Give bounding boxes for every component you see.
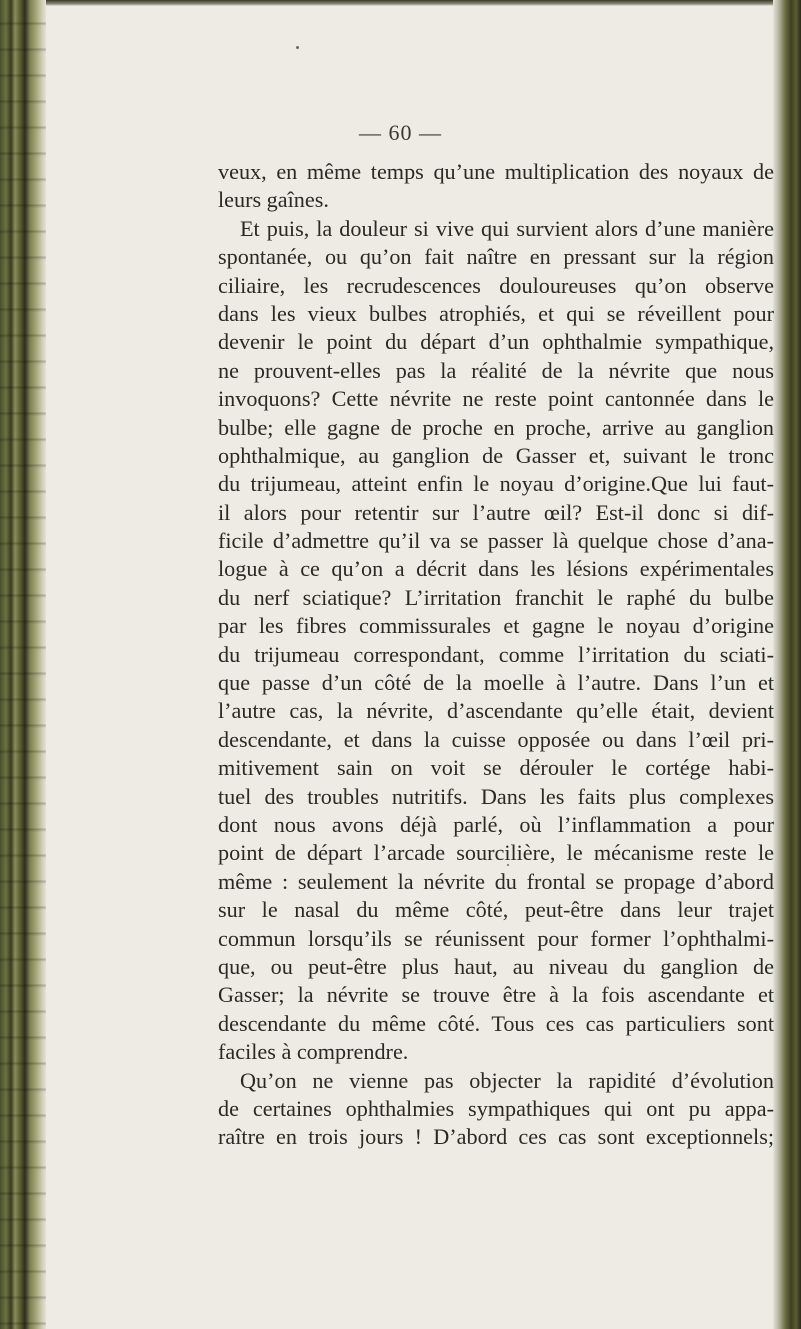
text-line: ophthalmique, au ganglion de Gasser et, suivant le tronc bbox=[218, 442, 774, 468]
paper-speck bbox=[296, 46, 299, 49]
text-line: que passe d’un côté de la moelle à l’autre. Dans l’un et bbox=[218, 670, 774, 696]
text-line: leurs gaînes. bbox=[218, 187, 329, 213]
text-line: faciles à comprendre. bbox=[218, 1039, 409, 1065]
text-line: même : seulement la névrite du frontal se propage d’abord bbox=[218, 868, 774, 894]
text-line: l’autre cas, la névrite, d’ascendante qu’elle était, devient bbox=[218, 698, 774, 724]
text-line: Gasser; la névrite se trouve être à la fois ascendante et bbox=[218, 982, 774, 1008]
spine-texture bbox=[0, 0, 46, 1329]
text-line: Qu’on ne vienne pas objecter la rapidité d’évolution bbox=[240, 1067, 774, 1093]
text-line: de certaines ophthalmies sympathiques qui ont pu appa- bbox=[218, 1095, 774, 1121]
page-right-edge bbox=[773, 0, 801, 1329]
text-line: du nerf sciatique? L’irritation franchit le raphé du bulbe bbox=[218, 584, 774, 610]
text-line: bulbe; elle gagne de proche en proche, arrive au ganglion bbox=[218, 414, 774, 440]
text-line: ciliaire, les recrudescences douloureuses qu’on observe bbox=[218, 272, 774, 298]
text-line: veux, en même temps qu’une multiplication des noyaux de bbox=[218, 159, 774, 184]
text-line: dont nous avons déjà parlé, où l’inflammation a pour bbox=[218, 811, 774, 837]
text-line: ne prouvent-elles pas la réalité de la névrite que nous bbox=[218, 357, 774, 383]
text-line: il alors pour retentir sur l’autre œil? Est-il donc si dif- bbox=[218, 499, 774, 525]
text-line: du trijumeau, atteint enfin le noyau d’origine.Que lui faut- bbox=[218, 471, 774, 497]
text-line: commun lorsqu’ils se réunissent pour former l’ophthalmi- bbox=[218, 925, 774, 951]
text-line: dans les vieux bulbes atrophiés, et qui se réveillent pour bbox=[218, 300, 774, 326]
body-text bbox=[218, 158, 774, 1152]
text-line: mitivement sain on voit se dérouler le cortége habi- bbox=[218, 755, 774, 781]
text-line: sur le nasal du même côté, peut-être dans leur trajet bbox=[218, 897, 774, 923]
text-line: Et puis, la douleur si vive qui survient alors d’une manière bbox=[240, 215, 774, 241]
text-line: point de départ l’arcade sourcilière, le mécanisme reste le bbox=[218, 840, 774, 866]
page-top-edge bbox=[0, 0, 801, 6]
text-line: spontanée, ou qu’on fait naître en pressant sur la région bbox=[218, 244, 774, 270]
page-number: — 60 — bbox=[359, 120, 442, 145]
text-line: descendante, et dans la cuisse opposée ou dans l’œil pri- bbox=[218, 726, 774, 752]
text-line: invoquons? Cette névrite ne reste point cantonnée dans le bbox=[218, 386, 774, 412]
text-line: raître en trois jours ! D’abord ces cas sont exceptionnels; bbox=[218, 1124, 774, 1150]
text-line: descendante du même côté. Tous ces cas particuliers sont bbox=[218, 1010, 774, 1036]
text-line: que, ou peut-être plus haut, au niveau du ganglion de bbox=[218, 953, 774, 979]
text-line: par les fibres commissurales et gagne le noyau d’origine bbox=[218, 613, 774, 639]
text-line: du trijumeau correspondant, comme l’irritation du sciati- bbox=[218, 641, 774, 667]
text-line: logue à ce qu’on a décrit dans les lésions expérimentales bbox=[218, 556, 774, 582]
text-line: tuel des troubles nutritifs. Dans les faits plus complexes bbox=[218, 783, 774, 809]
text-line: ficile d’admettre qu’il va se passer là quelque chose d’ana- bbox=[218, 528, 774, 554]
text-line: devenir le point du départ d’un ophthalmie sympathique, bbox=[218, 329, 774, 355]
